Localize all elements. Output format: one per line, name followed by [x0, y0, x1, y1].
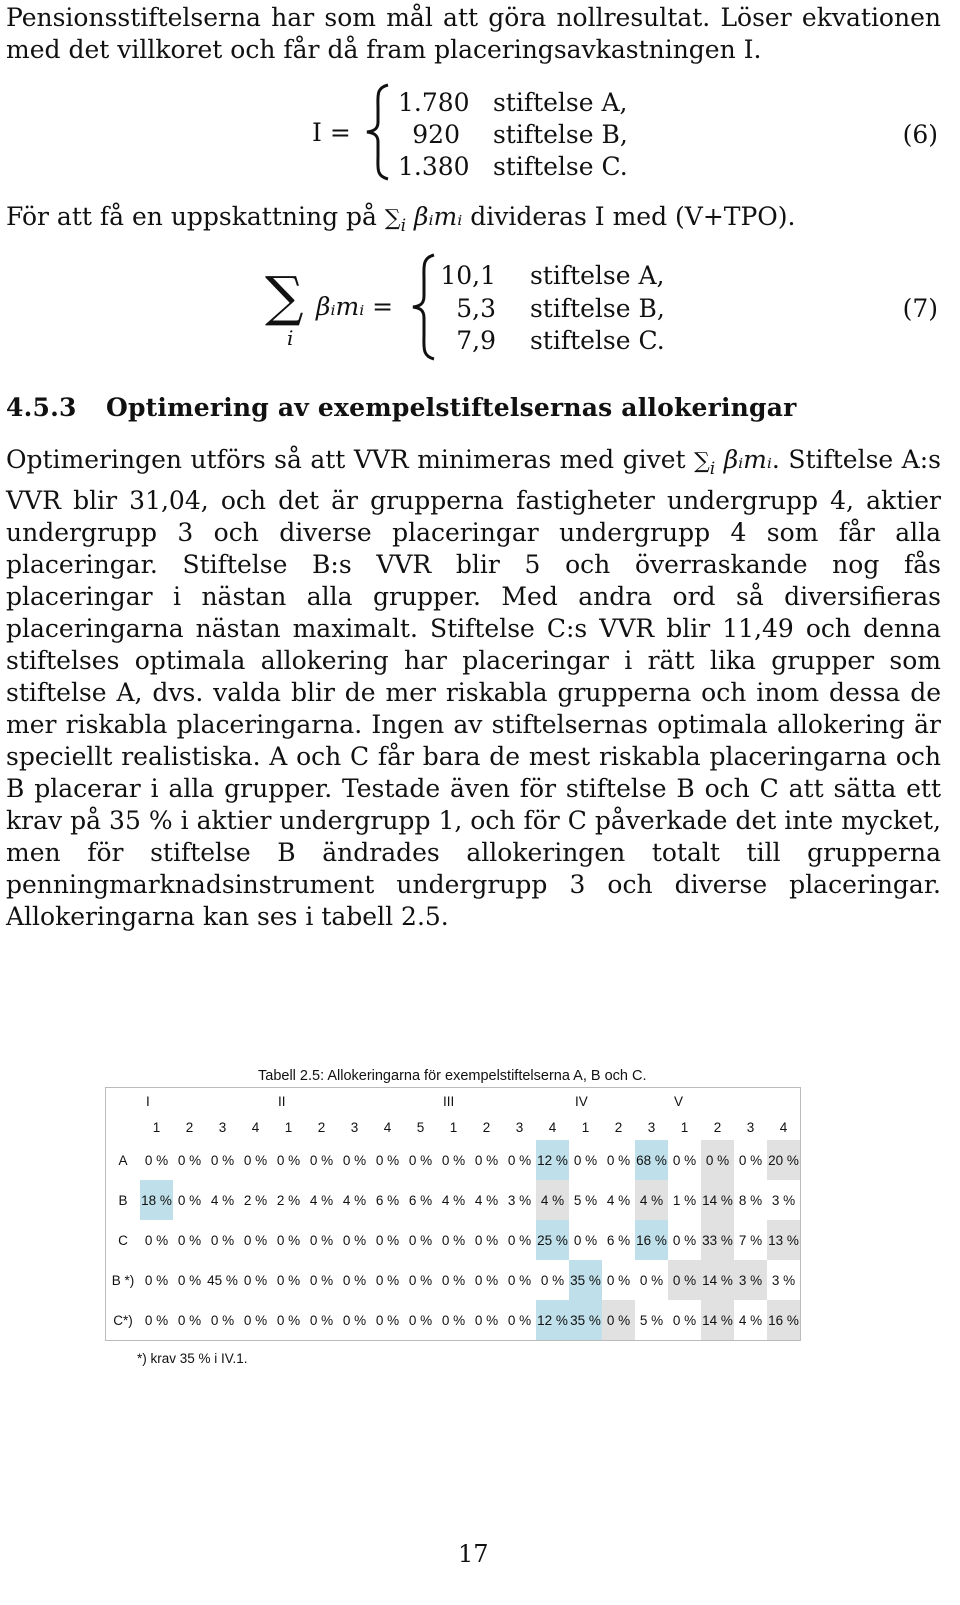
- table-cell: 0 %: [668, 1260, 701, 1300]
- table-cell: 33 %: [701, 1220, 734, 1260]
- allocation-table: [105, 1087, 801, 1341]
- table-cell: 6 %: [375, 1192, 400, 1208]
- table-subgroup-header: 1: [284, 1119, 293, 1135]
- table-caption: Tabell 2.5: Allokeringarna för exempelstiftelserna A, B och C.: [258, 1068, 647, 1084]
- section-title: Optimering av exempelstiftelsernas allokeringar: [106, 393, 797, 422]
- table-cell: 0 %: [276, 1272, 301, 1288]
- table-cell: 0 %: [540, 1272, 565, 1288]
- table-subgroup-header: 2: [713, 1119, 722, 1135]
- table-group-header: III: [443, 1093, 455, 1109]
- table-cell: 3 %: [771, 1272, 796, 1288]
- table-cell: 0 %: [309, 1232, 334, 1248]
- table-subgroup-header: 5: [416, 1119, 425, 1135]
- table-cell: 2 %: [276, 1192, 301, 1208]
- inline-sum-symbol: ∑: [384, 206, 401, 231]
- eq7-value-c: 7,9: [456, 326, 496, 355]
- table-cell: 6 %: [606, 1232, 631, 1248]
- table-subgroup-header: 2: [185, 1119, 194, 1135]
- table-cell: 0 %: [210, 1232, 235, 1248]
- table-cell: 1 %: [672, 1192, 697, 1208]
- table-subgroup-header: 2: [614, 1119, 623, 1135]
- table-subgroup-header: 4: [779, 1119, 788, 1135]
- body-sum-index: i: [709, 459, 716, 479]
- table-cell: 0 %: [672, 1312, 697, 1328]
- table-subgroup-header: 4: [383, 1119, 392, 1135]
- table-cell: 0 %: [573, 1232, 598, 1248]
- table-cell: 0 %: [602, 1300, 635, 1341]
- table-cell: 35 %: [569, 1260, 602, 1300]
- table-subgroup-header: 4: [251, 1119, 260, 1135]
- eq7-label-a: stiftelse A,: [529, 261, 665, 290]
- table-cell: 0 %: [474, 1152, 499, 1168]
- table-cell: 0 %: [507, 1152, 532, 1168]
- eq7-case-b: [440, 294, 665, 323]
- sum-paragraph: [6, 201, 941, 242]
- table-cell: 0 %: [672, 1152, 697, 1168]
- table-cell: 14 %: [701, 1300, 734, 1341]
- table-cell: 0 %: [342, 1152, 367, 1168]
- table-cell: 0 %: [144, 1312, 169, 1328]
- table-corner-cell: [106, 1088, 141, 1115]
- table-cell: 0 %: [701, 1140, 734, 1180]
- page-number: 17: [458, 1540, 489, 1568]
- table-group-header-row: [106, 1088, 801, 1115]
- table-subgroup-header: 2: [482, 1119, 491, 1135]
- section-number: 4.5.3: [6, 393, 77, 422]
- table-cell: 0 %: [441, 1312, 466, 1328]
- table-subgroup-header: 1: [449, 1119, 458, 1135]
- table-row: [106, 1220, 801, 1260]
- table-cell: 25 %: [536, 1220, 569, 1260]
- body-paragraph: [6, 444, 941, 933]
- eq7-number: (7): [902, 294, 938, 323]
- table-cell: 16 %: [767, 1300, 801, 1341]
- table-cell: 0 %: [309, 1312, 334, 1328]
- eq7-lhs: βᵢmᵢ =: [316, 292, 394, 321]
- eq7-case-a: [440, 261, 665, 290]
- table-cell: 12 %: [536, 1140, 569, 1180]
- eq6-value-a: 1.780: [398, 88, 470, 117]
- table-cell: 0 %: [144, 1152, 169, 1168]
- eq7-value-a: 10,1: [440, 261, 496, 290]
- table-corner-cell: [106, 1114, 141, 1140]
- eq6-label-c: stiftelse C.: [492, 152, 628, 181]
- table-cell: 0 %: [738, 1152, 763, 1168]
- intro-paragraph: Pensionsstiftelserna har som mål att göra nollresultat. Löser ekvationen med det villkoret och får då fram placeringsavkastningen I.: [6, 3, 941, 64]
- table-subgroup-header: 3: [647, 1119, 656, 1135]
- table-cell: 0 %: [573, 1152, 598, 1168]
- table-subgroup-header: 3: [350, 1119, 359, 1135]
- table-row-label: C: [118, 1232, 128, 1248]
- table-subgroup-header: 3: [515, 1119, 524, 1135]
- table-cell: 0 %: [441, 1272, 466, 1288]
- inline-sum-index: i: [400, 216, 407, 236]
- table-cell: 0 %: [408, 1272, 433, 1288]
- body-paragraph-start: Optimeringen utförs så att VVR minimeras med givet: [6, 445, 686, 474]
- table-cell: 7 %: [738, 1232, 763, 1248]
- table-cell: 16 %: [635, 1220, 668, 1260]
- table-cell: 0 %: [672, 1232, 697, 1248]
- table-cell: 4 %: [635, 1180, 668, 1220]
- table-cell: 0 %: [441, 1152, 466, 1168]
- table-subgroup-header: 1: [152, 1119, 161, 1135]
- table-cell: 0 %: [177, 1232, 202, 1248]
- table-cell: 0 %: [342, 1312, 367, 1328]
- eq6-value-c: 1.380: [398, 152, 470, 181]
- body-sum-symbol: ∑: [694, 449, 710, 474]
- table-cell: 0 %: [375, 1272, 400, 1288]
- table-cell: 4 %: [606, 1192, 631, 1208]
- table-cell: 35 %: [569, 1300, 602, 1341]
- table-cell: 0 %: [507, 1272, 532, 1288]
- eq6-left-brace: [362, 82, 394, 182]
- table-cell: 0 %: [276, 1152, 301, 1168]
- body-beta-m: βᵢmᵢ: [723, 445, 772, 474]
- table-cell: 8 %: [738, 1192, 763, 1208]
- table-cell: 0 %: [606, 1272, 631, 1288]
- table-cell: 0 %: [342, 1272, 367, 1288]
- table-cell: 18 %: [140, 1180, 173, 1220]
- table-cell: 3 %: [734, 1260, 767, 1300]
- table-cell: 0 %: [375, 1232, 400, 1248]
- eq7-label-b: stiftelse B,: [529, 294, 665, 323]
- eq7-value-b: 5,3: [456, 294, 496, 323]
- table-subgroup-header: 3: [218, 1119, 227, 1135]
- table-cell: 14 %: [701, 1260, 734, 1300]
- eq7-label-c: stiftelse C.: [529, 326, 665, 355]
- table-cell: 5 %: [573, 1192, 598, 1208]
- table-cell: 0 %: [375, 1312, 400, 1328]
- table-group-header: V: [674, 1093, 684, 1109]
- eq6-value-b: 920: [412, 120, 460, 149]
- table-cell: 3 %: [771, 1192, 796, 1208]
- table-cell: 4 %: [441, 1192, 466, 1208]
- eq6-label-a: stiftelse A,: [492, 88, 628, 117]
- table-cell: 4 %: [342, 1192, 367, 1208]
- table-cell: 0 %: [243, 1152, 268, 1168]
- table-cell: 0 %: [276, 1232, 301, 1248]
- table-cell: 0 %: [309, 1272, 334, 1288]
- eq7-sum-symbol: ∑: [265, 265, 304, 328]
- table-subgroup-header: 2: [317, 1119, 326, 1135]
- table-cell: 20 %: [767, 1140, 801, 1180]
- inline-beta-m: βᵢmᵢ: [414, 202, 463, 231]
- eq7-case-c: [440, 326, 665, 355]
- table-footnote: *) krav 35 % i IV.1.: [137, 1351, 248, 1366]
- table-subgroup-header: 3: [746, 1119, 755, 1135]
- table-cell: 4 %: [474, 1192, 499, 1208]
- table-cell: 0 %: [210, 1152, 235, 1168]
- table-cell: 0 %: [408, 1312, 433, 1328]
- table-row-label: C*): [113, 1312, 133, 1328]
- table-row: [106, 1260, 801, 1300]
- table-cell: 0 %: [243, 1312, 268, 1328]
- table-cell: 0 %: [177, 1272, 202, 1288]
- table-cell: 0 %: [408, 1232, 433, 1248]
- table-subgroup-header-row: [106, 1114, 801, 1140]
- eq6-case-b: [398, 120, 628, 149]
- table-cell: 5 %: [639, 1312, 664, 1328]
- table-cell: 0 %: [606, 1152, 631, 1168]
- table-row-label: B: [118, 1192, 128, 1208]
- table-cell: 0 %: [276, 1312, 301, 1328]
- table-cell: 12 %: [536, 1300, 569, 1341]
- eq7-sum-index: i: [287, 326, 294, 350]
- table-cell: 0 %: [474, 1232, 499, 1248]
- table-cell: 4 %: [738, 1312, 763, 1328]
- table-group-header: II: [278, 1093, 286, 1109]
- table-cell: 0 %: [408, 1152, 433, 1168]
- table-group-header: I: [146, 1093, 150, 1109]
- table-cell: 0 %: [441, 1232, 466, 1248]
- table-subgroup-header: 4: [548, 1119, 557, 1135]
- table-cell: 2 %: [243, 1192, 268, 1208]
- table-row-label: A: [118, 1152, 128, 1168]
- table-subgroup-header: 1: [581, 1119, 590, 1135]
- table-cell: 14 %: [701, 1180, 734, 1220]
- table-cell: 0 %: [309, 1152, 334, 1168]
- table-row-label: B *): [111, 1272, 135, 1288]
- sum-paragraph-before: För att få en uppskattning på: [6, 202, 377, 231]
- table-cell: 13 %: [767, 1220, 801, 1260]
- eq6-case-a: [398, 88, 628, 117]
- table-cell: 4 %: [210, 1192, 235, 1208]
- table-cell: 0 %: [243, 1232, 268, 1248]
- table-row: [106, 1300, 801, 1341]
- sum-paragraph-after: divideras I med (V+TPO).: [470, 202, 796, 231]
- table-cell: 4 %: [536, 1180, 569, 1220]
- table-subgroup-header: 1: [680, 1119, 689, 1135]
- table-cell: 0 %: [342, 1232, 367, 1248]
- table-cell: 0 %: [210, 1312, 235, 1328]
- table-cell: 0 %: [177, 1192, 202, 1208]
- table-cell: 0 %: [375, 1152, 400, 1168]
- table-cell: 0 %: [474, 1272, 499, 1288]
- table-cell: 0 %: [507, 1232, 532, 1248]
- eq6-number: (6): [902, 120, 938, 149]
- table-cell: 0 %: [639, 1272, 664, 1288]
- table-row: [106, 1180, 801, 1220]
- table-cell: 0 %: [243, 1272, 268, 1288]
- eq7-left-brace: [408, 252, 440, 362]
- table-row: [106, 1140, 801, 1180]
- eq6-lhs: I =: [312, 118, 351, 147]
- table-cell: 68 %: [635, 1140, 668, 1180]
- table-cell: 45 %: [207, 1272, 238, 1288]
- body-paragraph-rest: . Stiftelse A:s VVR blir 31,04, och det är grupperna fastigheter undergrupp 4, aktier undergrupp 3 och diverse placeringar undergrupp 4 som får alla placeringar. Stiftelse B:s VVR blir 5 och överraskande nog fås placeringar i nästan alla grupper. Med andra ord så diversifieras placeringarna nästan maximalt. Stiftelse C:s VVR blir 11,49 och denna stiftelses optimala allokering har placeringar i rätt lika grupper som stiftelse A, dvs. valda blir de mer riskabla grupperna och inom dessa de mer riskabla placeringarna. Ingen av stiftelsernas optimala allokering är speciellt realistiska. A och C får bara de mest riskabla placeringarna och B placerar i alla grupper. Testade även för stiftelse B och C att sätta ett krav på 35 % i aktier undergrupp 1, och för C påverkade det inte mycket, men för stiftelse B ändrades allokeringen totalt till grupperna penningmarknadsinstrument undergrupp 3 och diverse placeringar. Allokeringarna kan ses i tabell 2.5.: [6, 445, 941, 931]
- table-group-header: IV: [575, 1093, 588, 1109]
- table-cell: 0 %: [507, 1312, 532, 1328]
- eq6-case-c: [398, 152, 628, 181]
- section-heading: [6, 393, 797, 422]
- table-cell: 0 %: [177, 1152, 202, 1168]
- table-cell: 0 %: [474, 1312, 499, 1328]
- table-cell: 6 %: [408, 1192, 433, 1208]
- table-cell: 0 %: [144, 1232, 169, 1248]
- eq6-label-b: stiftelse B,: [492, 120, 628, 149]
- table-cell: 0 %: [177, 1312, 202, 1328]
- table-cell: 0 %: [144, 1272, 169, 1288]
- table-cell: 3 %: [507, 1192, 532, 1208]
- table-cell: 4 %: [309, 1192, 334, 1208]
